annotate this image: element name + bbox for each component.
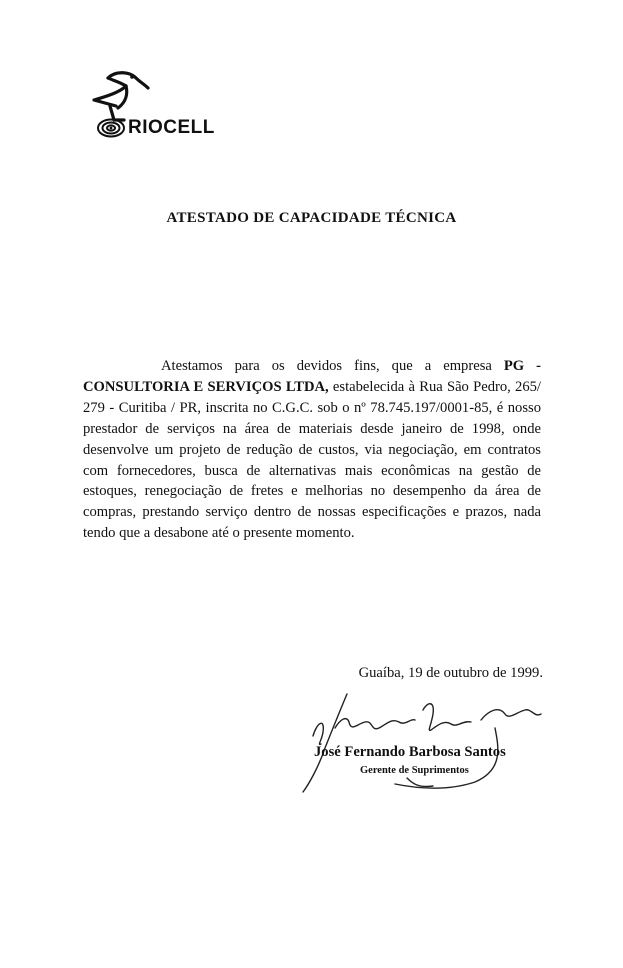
brand-name: RIOCELL	[128, 117, 215, 138]
handwritten-signature	[295, 688, 555, 798]
document-body	[83, 356, 541, 544]
company-name: PG - CONSULTORIA E SERVIÇOS LTDA,	[83, 358, 541, 395]
document-date: Guaíba, 19 de outubro de 1999.	[358, 665, 543, 681]
body-rest: estabelecida à Rua São Pedro, 265/ 279 - Curitiba / PR, inscrita no C.G.C. sob o nº 78.745.197/0001-85, é nosso prestador de serviços na área de materiais desde janeiro de 1998, onde desenvolve um projeto de redução de custos, via negociação, em contratos com fornecedores, busca de alternativas mais econômicas na gestão de estoques, renegociação de fretes e melhorias no desempenho da área de compras, prestando serviço dentro de nossas especificações e prazos, nada tendo que a desabone até o presente momento.	[83, 378, 541, 542]
body-intro: Atestamos para os devidos fins, que a empresa	[161, 358, 504, 374]
signatory-name: José Fernando Barbosa Santos	[314, 744, 506, 760]
spiral-logo-icon	[96, 118, 126, 138]
logo-wordmark	[96, 115, 215, 141]
document-title: ATESTADO DE CAPACIDADE TÉCNICA	[166, 210, 457, 226]
signatory-role: Gerente de Suprimentos	[360, 765, 469, 776]
